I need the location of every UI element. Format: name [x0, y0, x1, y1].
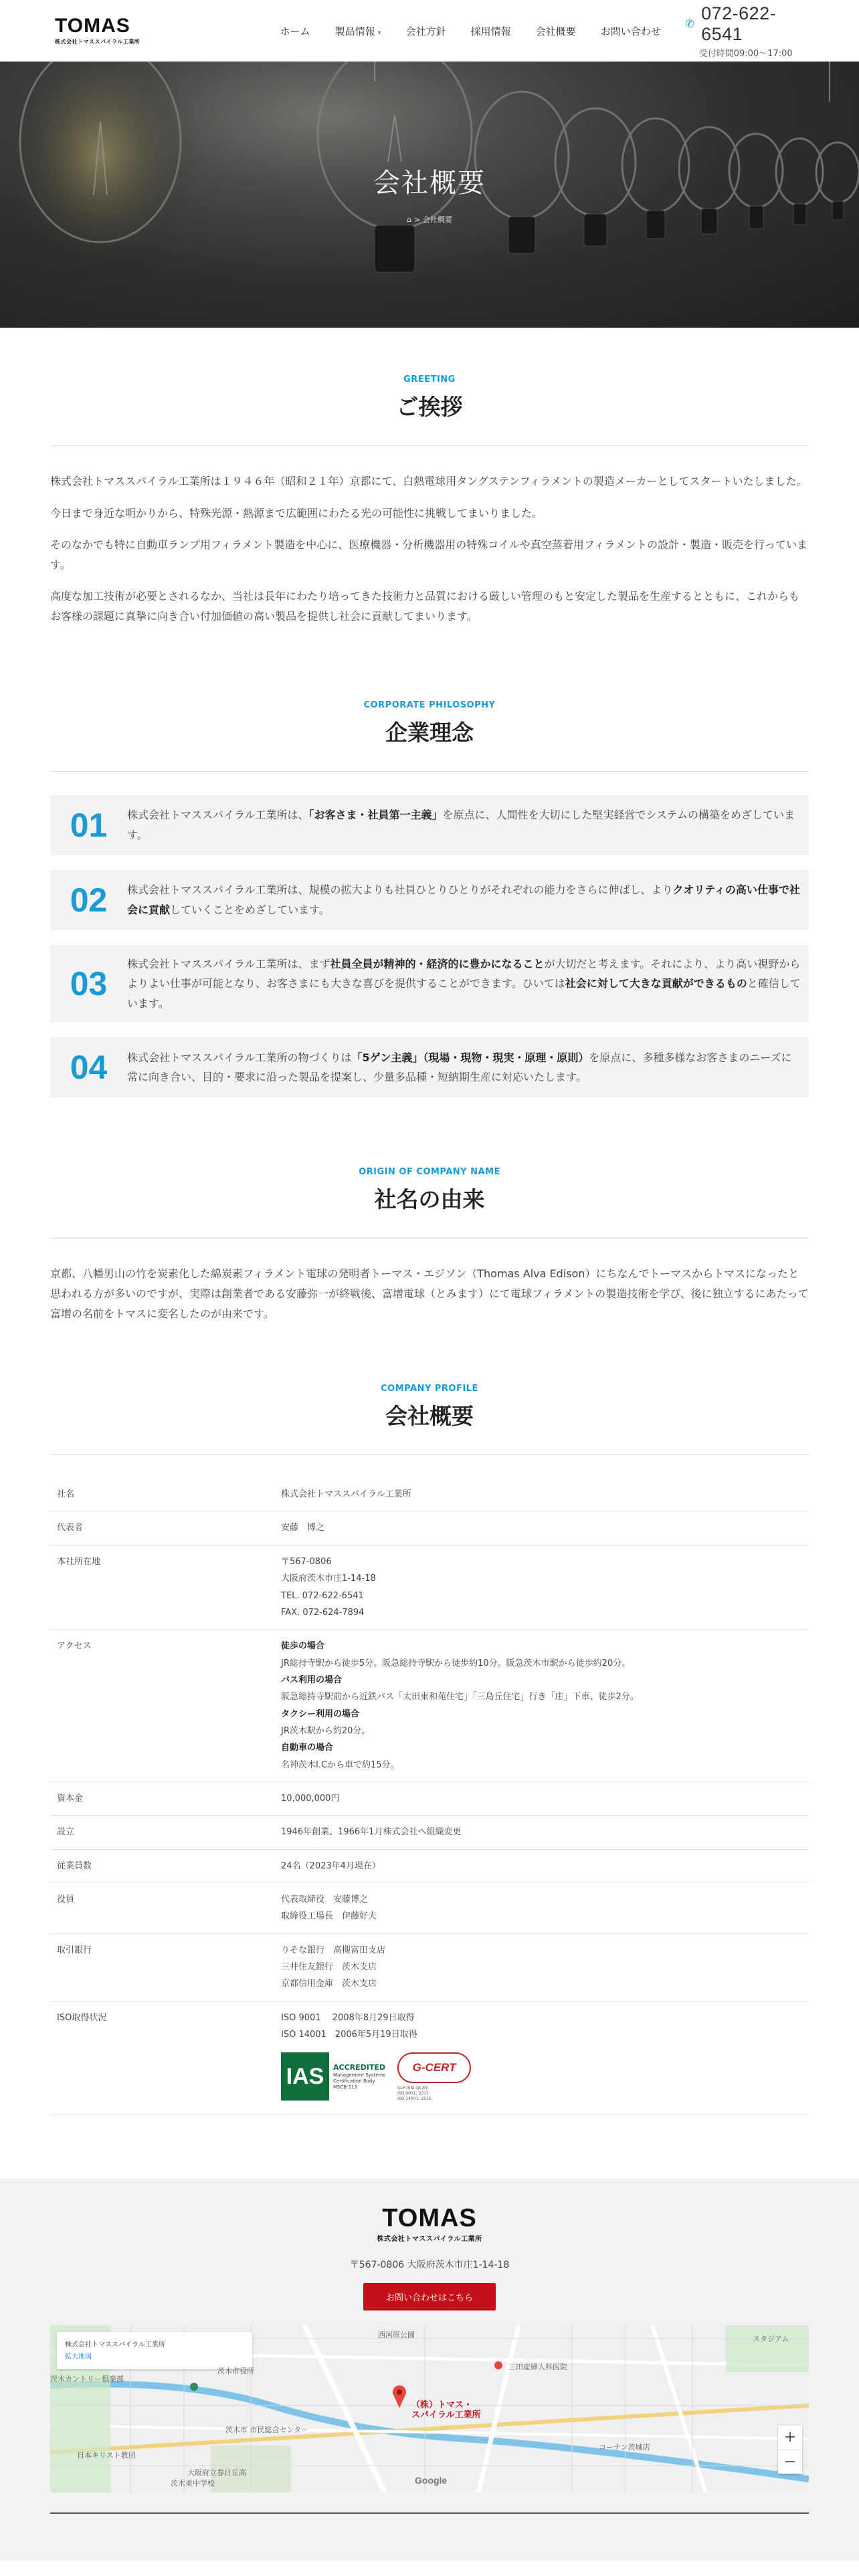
profile-heading-en: COMPANY PROFILE — [381, 1384, 478, 1394]
google-map[interactable] — [50, 2325, 809, 2492]
contact-button[interactable]: お問い合わせはこちら — [363, 2283, 496, 2311]
map-label: 三田産婦人科医院 — [508, 2362, 567, 2371]
map-zoom-control — [778, 2426, 802, 2474]
greeting-paragraph: そのなかでも特に自動車ランプ用フィラメント製造を中心に、医療機器・分析機器用の特殊コイルや真空蒸着用フィラメントの設計・製造・販売を行っています。 — [50, 538, 808, 571]
philosophy-number: 01 — [70, 806, 108, 844]
map-enlarge-link[interactable]: 拡大地図 — [65, 2353, 92, 2361]
philosophy-number: 03 — [70, 964, 108, 1002]
row-value: 〒567-0806 大阪府茨木市庄1-14-18 TEL. 072-622-6541 FAX. 072-624-7894 — [281, 1556, 376, 1618]
map-label: 茨木東中学校 — [171, 2478, 215, 2488]
origin-section — [50, 1112, 809, 1323]
logo-text: TOMAS — [55, 15, 130, 37]
page-hero — [0, 62, 859, 328]
map-label: コーナン茨城店 — [599, 2442, 650, 2452]
table-row — [50, 1849, 809, 1883]
greeting-heading-en: GREETING — [403, 374, 456, 385]
map-label: 西河原公園 — [378, 2330, 415, 2339]
map-label: 茨木カントリー倶楽部 — [50, 2374, 124, 2383]
row-value: 安藤 博之 — [281, 1523, 325, 1533]
table-row — [50, 1782, 809, 1815]
map-pin-label: （株）トマス・ スパイラル工業所 — [411, 2399, 481, 2421]
global-nav — [280, 24, 686, 38]
philosophy-heading: 企業理念 — [385, 719, 474, 746]
map-place-name: 株式会社トマススパイラル工業所 — [65, 2341, 165, 2349]
philosophy-item — [50, 795, 809, 855]
greeting-paragraph: 今日まで身近な明かりから、特殊光源・熱源まで広範囲にわたる光の可能性に挑戦してまいりました。 — [50, 506, 543, 520]
profile-section — [50, 1335, 809, 2115]
zoom-out-button[interactable]: − — [778, 2450, 802, 2474]
table-row — [50, 1816, 809, 1849]
table-row — [50, 1883, 809, 1933]
map-place-card — [57, 2332, 252, 2369]
greeting-paragraph: 高度な加工技術が必要とされるなか、当社は長年にわたり培ってきた技術力と品質における厳しい管理のもと安定した製品を生産するとともに、これからもお客様の課題に真摯に向き合い付加価値の高い製品を提供し社会に貢献してまいります。 — [50, 590, 800, 623]
map-label: 大阪府立春日丘高 — [187, 2468, 246, 2477]
philosophy-text: 株式会社トマススパイラル工業所は、まず社員全員が精神的・経済的に豊かになることが大切だと考えます。それにより、より高い視野からよりよい仕事が可能となり、お客さまにも大きな喜びを提供することができます。ひいては社会に対して大きな貢献ができるものと確信しています。 — [127, 957, 801, 1010]
row-label: 社名 — [57, 1489, 75, 1500]
row-label: 代表者 — [57, 1523, 84, 1533]
philosophy-list — [50, 795, 809, 1098]
company-profile-table — [50, 1478, 809, 2115]
site-logo[interactable] — [55, 16, 180, 45]
row-label: 本社所在地 — [57, 1556, 101, 1567]
row-value: 24名（2023年4月現在） — [281, 1860, 381, 1871]
logo-subtext: 株式会社トマススパイラル工業所 — [55, 39, 140, 45]
row-label: 取引銀行 — [57, 1945, 92, 1955]
table-row — [50, 1933, 809, 2001]
map-label: 茨木市 市民総合センター — [225, 2425, 309, 2434]
table-row — [50, 1511, 809, 1545]
philosophy-text: 株式会社トマススパイラル工業所の物づくりは「5ゲン主義」（現場・現物・現実・原理・原則）を原点に、多種多様なお客さまのニーズに常に向き合い、目的・要求に沿った製品を提案し、少量多品種・短納期生産に対応いたします。 — [127, 1051, 792, 1084]
row-label: 資本金 — [57, 1793, 84, 1804]
philosophy-number: 02 — [70, 881, 108, 919]
nav-contact[interactable]: お問い合わせ — [600, 25, 661, 37]
certification-badges — [281, 2052, 809, 2102]
nav-recruit[interactable]: 採用情報 — [470, 25, 511, 37]
site-footer — [0, 2179, 859, 2561]
phone-icon: ✆ — [685, 17, 695, 30]
greeting-paragraph: 株式会社トマススパイラル工業所は１９４６年（昭和２１年）京都にて、白熱電球用タングステンフィラメントの製造メーカーとしてスタートいたしました。 — [50, 475, 807, 488]
breadcrumb-current: 会社概要 — [422, 215, 452, 224]
philosophy-section — [50, 639, 809, 1098]
nav-policy[interactable]: 会社方針 — [405, 25, 446, 37]
phone-number[interactable]: 072-622-6541 — [701, 3, 777, 44]
row-label: アクセス — [57, 1641, 92, 1652]
row-label: 従業員数 — [57, 1860, 92, 1871]
profile-heading: 会社概要 — [385, 1403, 474, 1430]
nav-company[interactable]: 会社概要 — [535, 25, 576, 37]
philosophy-text: 株式会社トマススパイラル工業所は、規模の拡大よりも社員ひとりひとりがそれぞれの能力をさらに伸ばし、よりクオリティの高い仕事で社会に貢献していくことをめざしています。 — [127, 883, 800, 916]
origin-heading: 社名の由来 — [374, 1186, 485, 1213]
google-logo: Google — [415, 2474, 448, 2486]
row-value: 代表取締役 安藤博之 取締役工場長 伊藤好夫 — [281, 1894, 377, 1922]
philosophy-item — [50, 1037, 809, 1097]
zoom-in-button[interactable]: + — [783, 2428, 797, 2446]
gcert-logo: G-CERT GLP-ISNI-QC/EC ISO 9001: 2015 ISO 14001: 2015 — [397, 2052, 471, 2102]
table-row — [50, 1630, 809, 1782]
row-label: 設立 — [57, 1827, 75, 1838]
nav-products-label: 製品情報 — [335, 25, 375, 37]
origin-text: 京都、八幡男山の竹を炭素化した綿炭素フィラメント電球の発明者トーマス・エジソン（Thomas Alva Edison）にちなんでトーマスからトマスになったと思われる方が多いのですが、実際は創業者である安藤弥一が終戦後、富增電球（とみます）にて電球フィラメントの製造技術を学び、後に独立するにあたって富增の名前をトマスに変名したのが由来です。 — [50, 1267, 809, 1320]
row-value: 株式会社トマススパイラル工業所 — [281, 1489, 411, 1500]
table-row — [50, 1478, 809, 1511]
philosophy-item — [50, 870, 809, 930]
row-value: 10,000,000円 — [281, 1793, 340, 1804]
greeting-section — [50, 328, 809, 627]
map-label: 日本キリスト教団 — [77, 2450, 136, 2460]
greeting-heading: ご挨拶 — [396, 394, 463, 420]
philosophy-text: 株式会社トマススパイラル工業所は、「お客さま・社員第一主義」を原点に、人間性を大切にした堅実経営でシステムの構築をめざしています。 — [127, 808, 795, 841]
breadcrumb-sep: > — [414, 215, 423, 224]
breadcrumb — [0, 214, 859, 225]
row-value: りそな銀行 高槻富田支店 三井住友銀行 茨木支店 京都信用金庫 茨木支店 — [281, 1945, 386, 1990]
ias-accredited-logo: IAS ACCREDITED Management Systems Certification Body MSCB-113 — [281, 2052, 385, 2101]
philosophy-number: 04 — [70, 1049, 108, 1087]
header-contact — [686, 3, 809, 59]
home-icon[interactable]: ⌂ — [407, 215, 412, 224]
row-label: 役員 — [57, 1894, 75, 1905]
footer-divider — [50, 2512, 809, 2514]
table-row — [50, 2001, 809, 2115]
nav-home[interactable]: ホーム — [280, 25, 310, 37]
philosophy-heading-en: CORPORATE PHILOSOPHY — [363, 700, 496, 710]
footer-address: 〒567-0806 大阪府茨木市庄1-14-18 — [349, 2259, 510, 2270]
origin-heading-en: ORIGIN OF COMPANY NAME — [359, 1167, 500, 1178]
map-label: スタジアム — [753, 2334, 789, 2343]
site-header — [0, 0, 859, 62]
footer-logo[interactable]: TOMAS 株式会社トマススパイラル工業所 — [377, 2204, 482, 2243]
row-value: 1946年創業、1966年1月株式会社へ組織変更 — [281, 1827, 462, 1838]
chevron-down-icon: ▾ — [377, 29, 381, 37]
table-row — [50, 1545, 809, 1629]
row-value: 徒歩の場合 JR総持寺駅から徒歩5分。阪急総持寺駅から徒歩約10分。阪急茨木市駅から徒歩約20分。 バス利用の場合 阪急総持寺駅前から近鉄バス「太田東和苑住宅」「三島丘住宅」行き「庄」下車、徒歩2分。 タクシー利用の場合 JR茨木駅から約20分。 自動車の場合 名神茨木I.Cから車で約15分。 — [281, 1641, 639, 1770]
row-value: ISO 9001 2008年8月29日取得 ISO 14001 2006年5月19日取得 IAS ACCREDITED Management Systems Certification Body MSCB-113 G-CERT GLP-ISNI-QC/EC ISO 9001: 2015 ISO 14001: 2015 — [274, 2001, 809, 2115]
philosophy-item — [50, 945, 809, 1023]
page-title: 会社概要 — [373, 168, 486, 199]
row-label: ISO取得状況 — [57, 2012, 107, 2023]
business-hours: 受付時間09:00～17:00 — [698, 48, 793, 59]
nav-products[interactable] — [335, 24, 381, 38]
map-label: 茨木市役所 — [217, 2366, 254, 2375]
